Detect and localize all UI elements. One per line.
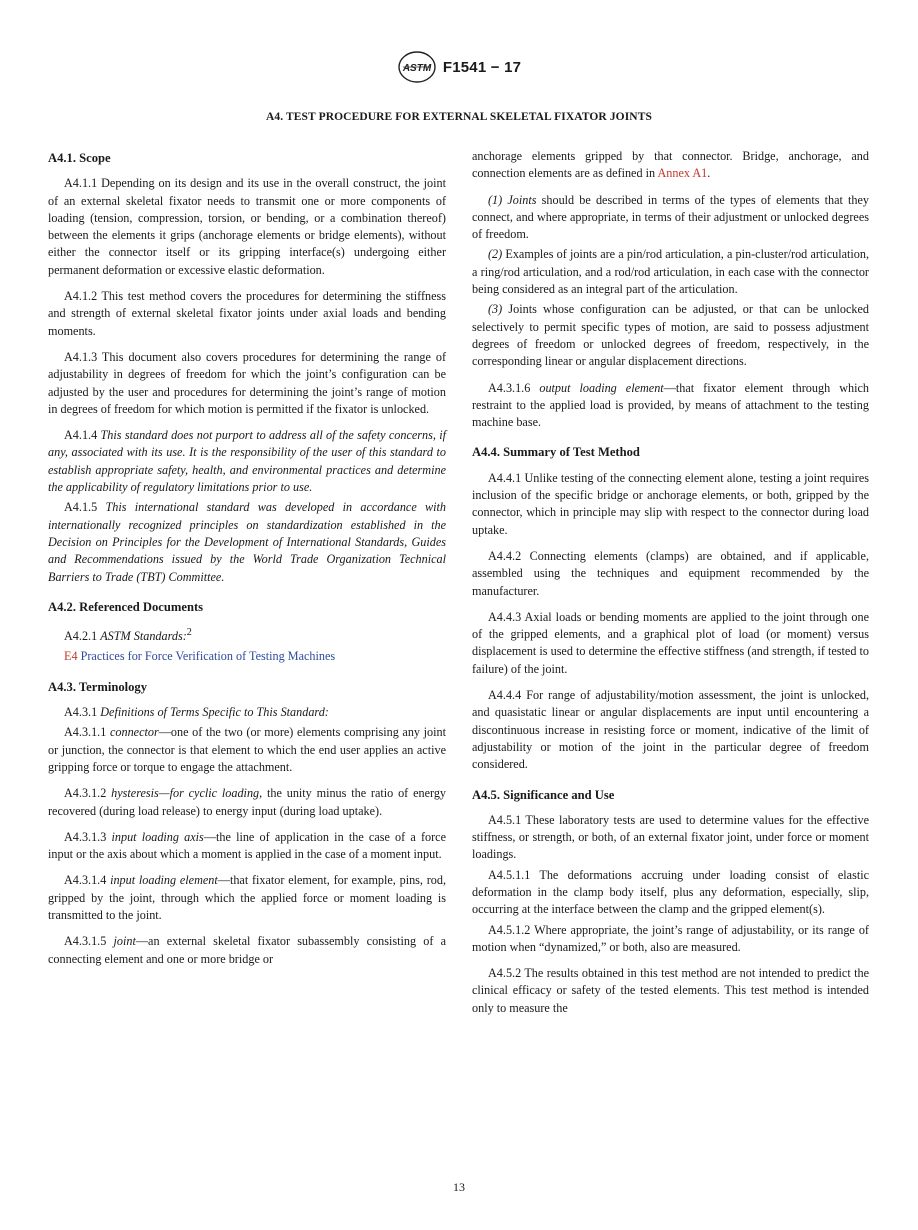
definition-joint-continued: anchorage elements gripped by that connector. Bridge, anchorage, and connection elements are as defined in Annex A1.: [472, 149, 869, 181]
note-number: (2): [488, 247, 503, 262]
definition-number: A4.3.1.2: [64, 786, 107, 801]
paragraph-number: A4.1.4: [64, 428, 98, 443]
paragraph-a4-1-3: A4.1.3 This document also covers procedures for determining the range of adjustability in degrees of freedom for which the joint’s configuration can be adjusted by the user and procedures for determining the joint’s range of motion in degrees of freedom for which motion is permitted if the fixator is unlocked.: [48, 349, 446, 416]
joint-note-2: [472, 246, 869, 298]
note-term: Joints: [507, 192, 537, 207]
paragraph-a4-5-1: A4.5.1 These laboratory tests are used to determine values for the effective stiffness, or strength, or both, of an external fixator joint, under force or moment loadings.: [472, 812, 869, 862]
paragraph-number: A4.2.1: [64, 629, 98, 644]
summary-heading: A4.4. Summary of Test Method: [472, 445, 640, 460]
paragraph-a4-4-2: A4.4.2 Connecting elements (clamps) are obtained, and if applicable, assembled using the techniques and equipment recommended by the manufacturer.: [472, 548, 869, 598]
logo-text: ASTM: [402, 63, 432, 74]
astm-logo-icon: [397, 51, 437, 83]
page-header: [0, 50, 918, 84]
note-number: (3): [488, 302, 503, 317]
note-text: Joints whose configuration can be adjusted, or that can be unlocked selectively to permit specific types of motion, are said to possess adjustment degrees of freedom or unlocked degrees of freedom, respectively, in the corresponding linear or angular displacement directions.: [472, 302, 869, 369]
definition-term: input loading axis: [111, 829, 204, 844]
paragraph-text: This standard does not purport to address all of the safety concerns, if any, associated with its use. It is the responsibility of the user of this standard to establish appropriate safety, health, and environmental practices and determine the applicability of regulatory limitations prior to use.: [48, 428, 446, 495]
definition-text: —the line of application in the case of a force input or the axis about which a moment is applied in the case of a moment input.: [48, 829, 447, 862]
paragraph-number: A4.3.1: [64, 705, 98, 720]
definition-number: A4.3.1.6: [488, 380, 531, 395]
right-column: [472, 148, 869, 1026]
definition-text: —that fixator element, for example, pins, rod, gripped by the joint, through which the applied force or moment loading is transmitted to the joint.: [48, 873, 446, 923]
paragraph-number: A4.1.5: [64, 500, 98, 515]
left-column: [48, 148, 446, 977]
note-text: Examples of joints are a pin/rod articulation, a pin-cluster/rod articulation, a ring/rod articulation, and a rod/rod articulation, in each case with the connector being considered as an integral part of the articulation.: [472, 247, 869, 297]
definition-text: —that fixator element through which restraint to the applied load is provided, by means of attachment to the testing machine base.: [472, 380, 869, 430]
joint-note-3: [472, 301, 869, 370]
definition-connector: [48, 724, 446, 776]
definition-number: A4.3.1.3: [64, 829, 107, 844]
footnote-ref: 2: [186, 627, 192, 639]
paragraph-a4-2-1: [48, 624, 446, 645]
definition-term: joint: [113, 934, 136, 949]
definition-text: —one of the two (or more) elements comprising any joint or junction, the connector is that element to which the end user applies an active gripping force or torque to engage the attachment.: [48, 725, 447, 774]
document-id: F1541 − 17: [442, 58, 522, 76]
paragraph-a4-1-1: A4.1.1 Depending on its design and its use in the overall construct, the joint of an external skeletal fixator needs to transmit one or more components of loading (tension, compression, torsion, or bending, or a combination thereof) between the elements it grips (anchorage elements or bridge elements), without either the connector itself or its gripping interface(s) undergoing either permanent deformation or excessive elastic deformation.: [48, 176, 446, 277]
definition-hysteresis: [48, 785, 446, 820]
joint-note-1: [472, 192, 869, 244]
paragraph-a4-1-4: [48, 427, 446, 496]
scope-heading: A4.1. Scope: [48, 151, 111, 165]
reference-title-link[interactable]: Practices for Force Verification of Testing Machines: [80, 649, 336, 664]
paragraph-a4-3-1: [48, 704, 446, 721]
paragraph-a4-1-5: [48, 499, 446, 585]
definition-joint: [48, 933, 446, 968]
note-number: (1): [488, 192, 503, 207]
definition-text: —an external skeletal fixator subassembly consisting of a connecting element and one or more bridge or: [48, 934, 446, 966]
paragraph-text: This international standard was developed in accordance with internationally recognized principles on standardization established in the Decision on Principles for the Development of International Standards, Guides and Recommendations issued by the World Trade Organization Technical Barriers to Trade (TBT) Committee.: [48, 500, 446, 584]
paragraph-a4-4-4: A4.4.4 For range of adjustability/motion assessment, the joint is unlocked, and quasistatic linear or angular displacements are input until encountering a discontinuous increase in resisting force or moment, indicative of the limit of adjustability or motion of the joint in the particular degree of freedom considered.: [472, 688, 869, 772]
reference-code-link[interactable]: E4: [64, 649, 78, 664]
definition-term: hysteresis—for cyclic loading,: [111, 786, 263, 801]
referenced-documents-heading: A4.2. Referenced Documents: [48, 599, 204, 614]
definition-number: A4.3.1.1: [64, 725, 107, 740]
definition-text: the unity minus the ratio of energy recovered (during load release) to energy input (during load uptake).: [48, 786, 447, 818]
paragraph-a4-5-1-1: A4.5.1.1 The deformations accruing under loading consist of elastic deformation in the clamp body itself, plus any deformation, especially, slip, occurring at the interface between the clamp and the gripped element(s).: [472, 867, 869, 917]
terminology-heading: A4.3. Terminology: [48, 679, 148, 694]
annex-title: A4. TEST PROCEDURE FOR EXTERNAL SKELETAL FIXATOR JOINTS: [266, 111, 652, 123]
continued-text: anchorage elements gripped by that connector. Bridge, anchorage, and connection elements are as defined in: [472, 149, 869, 181]
significance-heading: A4.5. Significance and Use: [472, 787, 615, 802]
paragraph-a4-5-2: A4.5.2 The results obtained in this test method are not intended to predict the clinical efficacy or safety of the tested elements. This test method is intended only to measure the: [472, 966, 869, 1015]
definition-number: A4.3.1.4: [64, 873, 107, 888]
page-number: 13: [453, 1180, 465, 1194]
definition-term: connector: [109, 725, 159, 740]
definition-term: output loading element: [539, 380, 664, 395]
definition-output-loading-element: [472, 380, 869, 432]
definition-term: input loading element: [110, 873, 218, 888]
definition-number: A4.3.1.5: [64, 934, 107, 949]
paragraph-a4-1-2: A4.1.2 This test method covers the procedures for determining the stiffness and strength of external skeletal fixator joints under axial loads and bending moments.: [48, 289, 446, 338]
paragraph-a4-5-1-2: A4.5.1.2 Where appropriate, the joint’s range of adjustability, or its range of motion when “dynamized,” or both, also are measured.: [472, 922, 869, 954]
annex-a1-link[interactable]: Annex A1: [657, 166, 708, 181]
paragraph-title: ASTM Standards:: [100, 629, 187, 644]
paragraph-a4-4-3: A4.4.3 Axial loads or bending moments are applied to the joint through one of the gripped elements, and a graphical plot of load (or moment) versus displacement is used to determine the effective stiffness (and strength, if tested to failure) of the joint.: [472, 609, 869, 676]
definition-input-loading-axis: [48, 829, 446, 864]
definition-input-loading-element: [48, 872, 446, 924]
paragraph-a4-4-1: A4.4.1 Unlike testing of the connecting element alone, testing a joint requires inclusion of the specific bridge or anchorage elements, or both, gripped by the connector, which in principle may slip with respect to the connector during load uptake.: [472, 470, 869, 537]
note-text: should be described in terms of the types of elements that they connect, and where appropriate, in terms of their adjustment or unlocked degrees of freedom.: [472, 192, 870, 242]
paragraph-title: Definitions of Terms Specific to This Standard:: [100, 705, 329, 720]
reference-e4[interactable]: [48, 648, 446, 665]
